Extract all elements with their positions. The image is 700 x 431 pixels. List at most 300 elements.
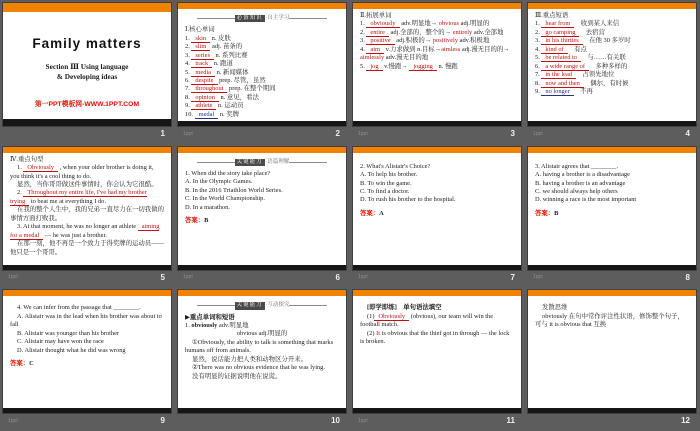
text-line (185, 170, 339, 178)
text-segment: B (554, 209, 559, 217)
text-line (185, 26, 339, 34)
watermark: 1ppt (358, 274, 368, 281)
text-segment: obvious (438, 20, 460, 28)
watermark: 1ppt (8, 274, 18, 281)
text-segment: 4. (185, 60, 192, 68)
text-segment: D. winning a race is the most important (535, 196, 637, 204)
text-line (535, 54, 689, 62)
text-line (185, 43, 339, 51)
text-segment: C. In the World Championship. (185, 195, 265, 203)
text-segment: 5. (535, 54, 542, 62)
text-segment: B. In the 2016 Triathlon World Series. (185, 186, 283, 194)
slide-content (3, 296, 171, 370)
text-line (185, 356, 339, 364)
section-banner-label: ·互动探究 (265, 302, 290, 309)
thumbnail-footer (353, 270, 522, 285)
slide-content (528, 9, 696, 99)
text-segment: 没有明显的证据说明他在说谎。 (192, 372, 282, 380)
text-segment: 答案： (535, 209, 555, 217)
text-segment: 2. (185, 43, 192, 51)
text-segment: is obvious that the thief got in through — the lock is broken. (360, 329, 510, 346)
text-line (360, 330, 514, 347)
text-segment: adv.明显地 (217, 322, 249, 330)
slide-orange-bar (3, 3, 171, 12)
watermark: 1ppt (8, 417, 18, 424)
text-line (185, 339, 339, 356)
slide-page-number: 10 (331, 416, 340, 426)
text-segment: n. 新闻媒体 (215, 68, 249, 76)
text-line (535, 304, 689, 312)
text-line (360, 210, 514, 218)
text-segment: 6. (535, 62, 542, 70)
text-segment: 偶尔，有时候 (583, 79, 629, 87)
text-segment: 答案： (10, 360, 30, 368)
slide-page-number: 9 (160, 416, 165, 426)
text-line (10, 313, 164, 330)
blank-answer-text: positive (366, 37, 394, 45)
text-line (185, 373, 339, 381)
slide-thumbnail[interactable] (528, 147, 696, 270)
text-segment: 收到某人来信 (574, 20, 620, 28)
slide-subtitle-line: & Developing ideas (56, 72, 118, 82)
text-line (535, 71, 689, 79)
blank-answer-text: track (191, 60, 212, 68)
text-segment: 10. (185, 110, 195, 118)
text-segment: ②There was no obvious evidence that he was lying. (192, 364, 325, 372)
text-segment: n. 奖牌 (218, 110, 239, 118)
text-line (185, 69, 339, 77)
text-segment: v.慢跑→ (382, 62, 410, 70)
text-line (360, 313, 514, 330)
blank-answer-text: medal (195, 111, 219, 119)
text-segment: , when your older brother is doing it, you think it's a cool thing to do. (10, 164, 154, 180)
slide-page-number: 7 (510, 272, 515, 282)
text-segment: 5. (360, 62, 367, 70)
slide-page-number: 12 (681, 416, 690, 426)
text-segment: n. 运动员 (216, 102, 244, 110)
text-segment: 答案： (185, 217, 205, 225)
text-line (535, 171, 689, 179)
slide-cell (0, 0, 175, 144)
section-banner (197, 159, 327, 166)
text-segment: 显然，当你哥哥做这件事情时，你会认为它很酷。 (17, 181, 158, 189)
text-line (185, 204, 339, 212)
text-line (535, 196, 689, 204)
text-segment: (2) (367, 329, 377, 337)
text-segment: 在那一刻，他不再是一个致力于得奖牌的运动员——他只是一个哥哥。 (10, 240, 164, 256)
text-segment: 9. (535, 88, 542, 96)
text-segment: Ⅲ.重点短语 (535, 12, 569, 19)
blank-answer-text: hear from (541, 20, 574, 28)
text-segment: Ⅱ.拓展单词 (360, 12, 392, 19)
blank-answer-text: obviously (366, 20, 399, 28)
slide-content (353, 9, 521, 73)
text-segment: n. 系列比赛 (213, 51, 248, 59)
slide-thumbnail[interactable] (528, 290, 696, 413)
thumbnail-footer (178, 126, 347, 141)
slide-cell (350, 0, 525, 144)
blank-answer-text: aiming for a medal (10, 223, 160, 239)
text-segment: (obvious), our team will win the football match. (360, 312, 494, 329)
text-segment: 3. (360, 37, 367, 45)
watermark: 1ppt (533, 130, 543, 137)
slide-bottom-bar (178, 408, 346, 413)
text-line (360, 171, 514, 179)
slide-bottom-bar (178, 265, 346, 270)
text-line (10, 304, 164, 312)
text-segment: D. To rush his brother to the hospital. (360, 196, 456, 204)
blank-answer-text: now and then (541, 80, 583, 88)
text-segment: obviously (191, 322, 218, 330)
slide-bottom-bar (178, 121, 346, 126)
text-segment: 1. (360, 20, 367, 28)
slide-content (353, 296, 521, 348)
text-segment: v.力求做到 n.目标→ (383, 45, 442, 53)
text-segment: n. 跑道 (212, 60, 233, 68)
text-line (185, 195, 339, 203)
text-segment: A. To help his brother. (360, 171, 418, 179)
thumbnail-footer (3, 126, 172, 141)
text-segment: 5. (185, 68, 192, 76)
slide-page-number: 3 (510, 129, 515, 138)
slide-thumbnail[interactable] (3, 290, 171, 413)
text-segment: adv.全部地 (472, 28, 504, 36)
text-line (185, 60, 339, 68)
text-line (10, 240, 164, 257)
text-segment: 2. (535, 28, 542, 36)
blank-answer-text: go camping (541, 29, 579, 37)
text-segment: 3. Alistair agrees that ________. (535, 162, 619, 170)
slide-content (353, 153, 521, 221)
text-line (360, 63, 514, 71)
text-segment: 7. (535, 71, 542, 79)
text-segment: 多种多样的 (588, 62, 628, 70)
text-segment: adj.积极的→ (394, 37, 433, 45)
text-line (360, 196, 514, 204)
blank-answer-text: despite (191, 77, 217, 85)
section-banner (197, 302, 327, 309)
text-segment: C. we should always help others (535, 188, 618, 196)
text-line (185, 52, 339, 60)
slide-content (3, 12, 171, 112)
slide-thumbnail[interactable] (178, 147, 346, 270)
text-segment: prep. 尽管，虽然 (217, 76, 266, 84)
blank-answer-text: jog (366, 63, 382, 71)
slide-subtitle (10, 62, 164, 83)
blank-answer-text: slim (191, 43, 210, 51)
text-line (10, 189, 164, 206)
text-segment: [即学即练] 单句语法填空 (367, 304, 442, 312)
text-segment: C. To find a doctor. (360, 188, 410, 196)
slide-title: Family matters (32, 36, 142, 51)
watermark-url-text: 第一PPT模板网-WWW.1PPT.COM (34, 100, 140, 108)
section-banner-boxed-label: 关键能力 (236, 302, 263, 309)
text-segment: adj. 苗条的 (210, 43, 243, 51)
text-segment: A (379, 209, 384, 217)
text-line (360, 37, 514, 45)
slide-cell (0, 144, 175, 288)
slide-content (178, 153, 346, 228)
text-segment: adj.漫无目的的→ (460, 45, 510, 53)
text-segment: positively (432, 37, 459, 45)
slide-page-number: 8 (685, 272, 690, 282)
text-segment: 不再 (573, 88, 593, 96)
text-segment: 2. (17, 189, 24, 197)
watermark: 1ppt (358, 130, 368, 137)
text-line (360, 163, 514, 171)
text-line (535, 20, 689, 28)
text-segment: 在我的整个人生中，我的兄弟一直尽力在一切我做的事情方面打败我。 (10, 206, 164, 222)
blank-answer-text: athlete (191, 102, 216, 110)
slide-bottom-bar (528, 408, 696, 413)
text-line (535, 163, 689, 171)
text-line (535, 188, 689, 196)
text-segment: B. To win the game. (360, 179, 412, 187)
text-line (185, 111, 339, 119)
thumbnail-footer (528, 270, 697, 285)
text-segment: 4. (360, 45, 367, 53)
slide-thumbnail[interactable] (353, 3, 521, 126)
slide-page-number: 5 (160, 272, 165, 282)
blank-answer-text: no longer (541, 88, 573, 96)
blank-answer-text: entire (366, 29, 389, 37)
text-line (185, 178, 339, 186)
thumbnail-footer (178, 270, 347, 285)
slide-cell (525, 144, 700, 288)
text-line (535, 63, 689, 71)
text-segment: 3. At that moment, he was no longer an athlete (17, 223, 138, 231)
text-segment: 6. (185, 76, 192, 84)
section-banner-label: ·自主学习 (265, 15, 290, 21)
text-line (360, 304, 514, 312)
slide-content (528, 296, 696, 331)
section-banner-boxed-label: 必备知识 (236, 15, 263, 21)
thumbnail-footer (3, 270, 172, 285)
text-segment: n. 慢跑 (436, 62, 458, 70)
text-segment: 9. (185, 102, 192, 110)
text-line (360, 20, 514, 28)
thumbnail-footer (353, 126, 522, 141)
slide-thumbnail[interactable] (353, 147, 521, 270)
text-line (185, 330, 339, 338)
text-line (10, 181, 164, 189)
slide-page-number: 4 (685, 129, 690, 138)
slide-cell (525, 287, 700, 431)
text-segment: 8. (185, 93, 192, 101)
text-line (10, 223, 164, 240)
watermark: 1ppt (358, 417, 368, 424)
text-line (10, 360, 164, 368)
text-line (360, 46, 514, 63)
blank-answer-text: Obviously (23, 164, 58, 172)
text-segment: A. Alistair was in the lead when his brother was about to fall (10, 312, 162, 329)
text-segment: adv.明显地→ (399, 20, 439, 28)
text-segment: 3. (185, 51, 192, 59)
slide-thumbnail[interactable] (3, 147, 171, 270)
text-segment: Ⅰ.核心单词 (185, 26, 215, 34)
text-segment: 7. (185, 85, 192, 93)
text-segment: C (29, 360, 34, 368)
text-line (535, 210, 689, 218)
text-segment: (1) (367, 312, 375, 320)
text-segment: obvious adj.明显的 (236, 330, 288, 338)
slide-cell (0, 287, 175, 431)
blank-answer-text: skin (191, 35, 210, 43)
blank-answer-text: opinion (191, 94, 219, 102)
text-segment: adv.漫无目的地 (384, 54, 429, 62)
text-segment: 3. (535, 37, 542, 45)
blank-answer-text: a wide range of (541, 63, 589, 71)
slide-bottom-bar (353, 408, 521, 413)
text-segment: prep. 在整个期间 (227, 85, 276, 93)
text-line (185, 102, 339, 110)
blank-answer-text: kind of (541, 46, 567, 54)
text-line (535, 80, 689, 88)
blank-answer-text: in the lead (541, 71, 576, 79)
text-segment: n. 皮肤 (210, 34, 231, 42)
text-segment: B. Alistair was younger than his brother (17, 329, 120, 337)
blank-answer-text: Obviously (374, 313, 409, 321)
slide-cell (525, 0, 700, 144)
text-line (185, 85, 339, 93)
text-segment: entirely (452, 28, 473, 36)
text-segment: 4. (535, 45, 542, 53)
text-line (185, 364, 339, 372)
text-segment: D. Alistair thought what he did was wrong (17, 346, 126, 354)
slide-bottom-bar (3, 265, 171, 270)
thumbnail-footer (528, 126, 697, 141)
text-segment: 去宿营 (579, 28, 605, 36)
slide-bottom-bar (528, 121, 696, 126)
blank-answer-text: be related to (541, 54, 581, 62)
thumbnail-footer (178, 413, 347, 428)
text-segment: ①Obviously, the ability to talk is something that marks humans off from animals. (185, 338, 334, 355)
slide-cell (175, 0, 350, 144)
slide-page-number: 6 (335, 272, 340, 282)
text-segment: aimlessly (360, 54, 385, 62)
text-segment: 1. (185, 34, 192, 42)
thumbnail-footer (353, 413, 522, 428)
text-line (185, 35, 339, 43)
text-segment: n. 意见，看法 (218, 93, 259, 101)
slide-thumbnail[interactable] (178, 290, 346, 413)
slide-page-number: 11 (506, 416, 515, 426)
text-segment: 2. (360, 28, 367, 36)
text-line (10, 330, 164, 338)
text-segment: adv.积极地 (458, 37, 490, 45)
thumbnail-footer (528, 413, 697, 428)
text-segment: 发散思维 (542, 304, 568, 312)
text-segment: 2. What's Alistair's Choice? (360, 162, 431, 170)
text-segment: Ⅳ.重点句型 (10, 155, 44, 163)
text-segment: adj.全部的，整个的→ (388, 28, 453, 36)
slide-bottom-bar (3, 119, 171, 126)
text-segment: B. having a brother is an advantage (535, 179, 626, 187)
text-segment: 1. (17, 164, 24, 172)
text-segment: A. In the Olympic Games. (185, 178, 253, 186)
text-line (535, 46, 689, 54)
slide-page-number: 2 (335, 129, 340, 138)
slide-content (178, 296, 346, 383)
slide-thumbnail[interactable] (528, 3, 696, 126)
text-line (185, 314, 339, 322)
text-segment: 在他 30 多岁时 (582, 37, 631, 45)
slide-content (528, 153, 696, 221)
text-segment: 占领先地位 (576, 71, 615, 79)
watermark: 1ppt (183, 274, 193, 281)
text-segment: 4. We can infer from the passage that ________. (17, 304, 141, 312)
blank-answer-text: in his thirties (541, 37, 582, 45)
slide-bottom-bar (353, 121, 521, 126)
text-line (10, 156, 164, 164)
text-segment: to beat me at everything I do. (29, 197, 106, 205)
slide-content (3, 153, 171, 259)
blank-answer-text: aim (366, 46, 384, 54)
text-segment: ▶重点单词和短语 (185, 313, 235, 321)
text-line (185, 187, 339, 195)
slide-bottom-bar (528, 265, 696, 270)
blank-answer-text: jogging (409, 63, 437, 71)
text-segment: 1. (185, 322, 192, 330)
text-segment: B (204, 217, 209, 225)
blank-answer-text: series (191, 52, 214, 60)
text-segment: 与……有关联 (580, 54, 626, 62)
text-line (360, 188, 514, 196)
text-segment: C. Alistair may have won the race (17, 338, 104, 346)
text-line (535, 180, 689, 188)
text-line (535, 313, 689, 330)
text-segment: 1. (535, 20, 542, 28)
text-line (10, 164, 164, 181)
blank-answer-text: Throughout my entire life, I've had my brother trying (10, 189, 147, 205)
blank-answer-text: media (191, 69, 215, 77)
slide-content (178, 9, 346, 121)
text-segment: 8. (535, 79, 542, 87)
text-segment: obviously 在句中常作评注性状语，修饰整个句子，可与 it is obvious that 互换 (535, 312, 684, 329)
blank-answer-text: throughout (191, 85, 227, 93)
text-line (10, 347, 164, 355)
text-segment: It (376, 329, 380, 337)
slide-subtitle-line: Section Ⅲ Using language (45, 61, 129, 71)
text-line (10, 206, 164, 223)
section-banner-boxed-label: 关键能力 (236, 158, 263, 165)
section-banner (197, 15, 327, 22)
text-line (185, 217, 339, 225)
slide-cell (175, 144, 350, 288)
slide-cell (175, 287, 350, 431)
watermark: 1ppt (533, 274, 543, 281)
watermark: 1ppt (183, 130, 193, 137)
text-segment: aimless (441, 45, 461, 53)
slide-page-number: 1 (160, 129, 165, 138)
text-line (535, 88, 689, 96)
text-segment: 有点 (567, 45, 587, 53)
text-segment: 1. When did the story take place? (185, 169, 271, 177)
slide-bottom-bar (353, 265, 521, 270)
text-line (360, 180, 514, 188)
thumbnail-footer (3, 413, 172, 428)
text-segment: — he was just a brother. (43, 231, 107, 239)
text-line (10, 338, 164, 346)
slide-thumbnail[interactable] (353, 290, 521, 413)
slide-cell (350, 144, 525, 288)
text-segment: 显然，说话能力把人类和动物区分开来。 (192, 355, 308, 363)
text-segment: adj.明显的 (459, 20, 490, 28)
section-banner-label: ·语篇理解 (265, 158, 290, 165)
slide-thumbnail[interactable] (3, 3, 171, 126)
text-line (535, 37, 689, 45)
slide-thumbnail[interactable] (178, 3, 346, 126)
